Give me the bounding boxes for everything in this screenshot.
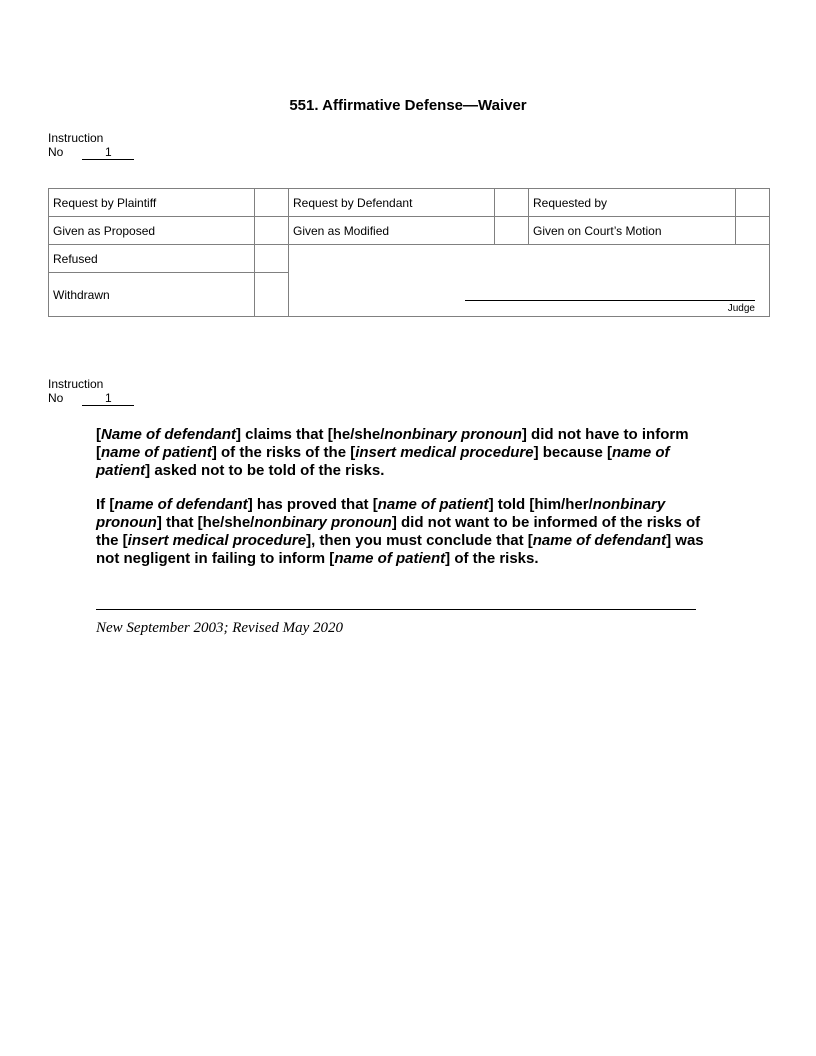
divider — [96, 609, 696, 610]
text-run: ] that [he/she/ — [156, 514, 255, 531]
refused-label: Refused — [49, 245, 255, 273]
instruction-no-line — [48, 391, 134, 406]
placeholder-text: nonbinary pronoun — [384, 426, 522, 443]
request-by-plaintiff-box[interactable] — [255, 189, 289, 217]
placeholder-text: insert medical procedure — [355, 444, 534, 461]
placeholder-text: Name of defendant — [101, 426, 237, 443]
given-as-proposed-label: Given as Proposed — [49, 217, 255, 245]
text-run: ] of the risks of the [ — [211, 444, 356, 461]
text-run: ] has proved that [ — [247, 496, 378, 513]
placeholder-text: name of patient — [101, 444, 212, 461]
placeholder-text: name of patient — [96, 444, 670, 479]
table-row — [49, 245, 770, 273]
judge-label: Judge — [727, 303, 755, 314]
instruction-no-label: No — [48, 391, 64, 405]
given-on-courts-motion-box[interactable] — [736, 217, 770, 245]
revision-history: New September 2003; Revised May 2020 — [96, 620, 344, 636]
request-by-plaintiff-label: Request by Plaintiff — [49, 189, 255, 217]
text-run: ] did not want to be informed of the risks of the [ — [96, 514, 701, 549]
given-as-modified-box[interactable] — [495, 217, 529, 245]
requested-by-box[interactable] — [736, 189, 770, 217]
request-table — [48, 188, 770, 317]
given-on-courts-motion-label: Given on Court’s Motion — [529, 217, 736, 245]
request-by-defendant-label: Request by Defendant — [289, 189, 495, 217]
instruction-paragraph — [96, 426, 716, 480]
text-run: ] asked not to be told of the risks. — [145, 462, 385, 479]
placeholder-text: nonbinary pronoun — [254, 514, 392, 531]
text-run: ] because [ — [533, 444, 612, 461]
table-row — [49, 217, 770, 245]
given-as-modified-label: Given as Modified — [289, 217, 495, 245]
withdrawn-box[interactable] — [255, 273, 289, 317]
placeholder-text: name of defendant — [532, 532, 667, 549]
text-run: ], then you must conclude that [ — [306, 532, 533, 549]
instruction-number-block — [48, 131, 134, 160]
instruction-no-value: 1 — [82, 146, 134, 160]
instruction-number-block — [48, 377, 134, 406]
placeholder-text: name of patient — [334, 550, 446, 567]
text-run: ] was not negligent in failing to inform [ — [96, 532, 704, 567]
given-as-proposed-box[interactable] — [255, 217, 289, 245]
instruction-no-value: 1 — [82, 392, 134, 406]
placeholder-text: insert medical procedure — [127, 532, 307, 549]
instruction-paragraph — [96, 496, 716, 568]
text-run: ] claims that [he/she/ — [236, 426, 385, 443]
instruction-no-label: No — [48, 145, 64, 159]
text-run: If [ — [96, 496, 115, 513]
placeholder-text: name of patient — [377, 496, 489, 513]
instruction-body — [96, 426, 716, 584]
table-row — [49, 189, 770, 217]
placeholder-text: name of defendant — [114, 496, 248, 513]
judge-signature-line[interactable] — [465, 300, 755, 301]
refused-box[interactable] — [255, 245, 289, 273]
placeholder-text: nonbinary pronoun — [96, 496, 666, 531]
instruction-label: Instruction — [48, 377, 104, 391]
instruction-no-line — [48, 145, 134, 160]
text-run: ] did not have to inform [ — [96, 426, 689, 461]
instruction-label: Instruction — [48, 131, 104, 145]
text-run: ] told [him/her/ — [488, 496, 593, 513]
requested-by-label: Requested by — [529, 189, 736, 217]
withdrawn-label: Withdrawn — [49, 273, 255, 317]
judge-signature-area — [289, 245, 770, 317]
text-run: ] of the risks. — [445, 550, 539, 567]
page-title: 551. Affirmative Defense—Waiver — [289, 97, 527, 114]
text-run: [ — [96, 426, 101, 443]
request-by-defendant-box[interactable] — [495, 189, 529, 217]
